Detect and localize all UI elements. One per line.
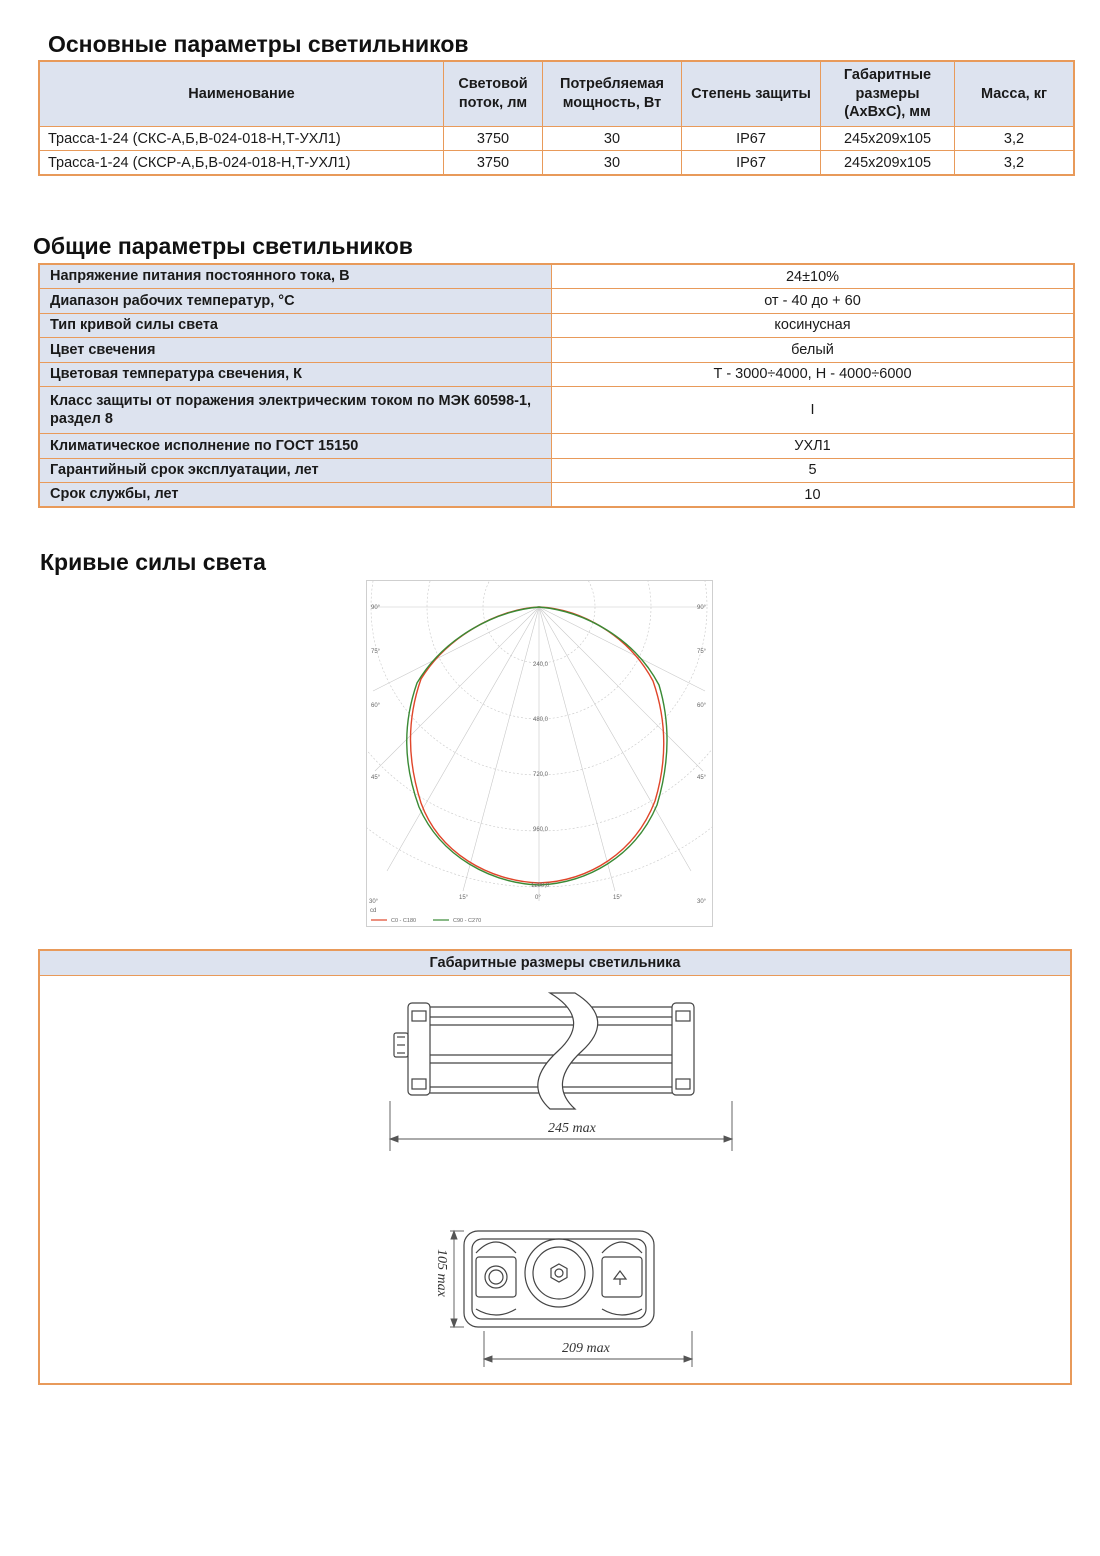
- param-value: белый: [552, 338, 1075, 363]
- dim-width-label: 209 max: [562, 1341, 610, 1356]
- param-label: Напряжение питания постоянного тока, В: [39, 264, 552, 289]
- ring-label: 960,0: [533, 827, 549, 833]
- cell-mass: 3,2: [955, 151, 1075, 176]
- polar-diagram-svg: [367, 581, 712, 926]
- cell-power: 30: [543, 127, 682, 151]
- table-row: [39, 313, 1074, 338]
- cell-mass: 3,2: [955, 127, 1075, 151]
- legend: [371, 918, 481, 924]
- col-header-dims: Габаритные размеры (АхВхС), мм: [821, 61, 955, 127]
- angle-label: 0°: [535, 895, 541, 901]
- param-value: от - 40 до + 60: [552, 289, 1075, 314]
- polar-ring: [367, 581, 712, 887]
- param-label: Тип кривой силы света: [39, 313, 552, 338]
- section-title-light-curves: Кривые силы света: [40, 549, 266, 575]
- cell-power: 30: [543, 151, 682, 176]
- angle-label: 75°: [697, 649, 707, 655]
- angle-label: 75°: [371, 649, 381, 655]
- param-label: Климатическое исполнение по ГОСТ 15150: [39, 434, 552, 459]
- cell-ip: IP67: [682, 151, 821, 176]
- main-params-table: [38, 60, 1075, 176]
- cell-ip: IP67: [682, 127, 821, 151]
- angle-label: 60°: [697, 703, 707, 709]
- col-header-power: Потребляемая мощность, Вт: [543, 61, 682, 127]
- break-mark: [538, 993, 598, 1109]
- table-row: [39, 434, 1074, 459]
- param-value: 10: [552, 483, 1075, 508]
- param-label: Класс защиты от поражения электрическим током по МЭК 60598-1, раздел 8: [39, 387, 552, 434]
- polar-diagram: [366, 580, 713, 927]
- angle-label: 90°: [371, 605, 381, 611]
- param-label: Цветовая температура свечения, К: [39, 362, 552, 387]
- col-header-ip: Степень защиты: [682, 61, 821, 127]
- param-label: Цвет свечения: [39, 338, 552, 363]
- table-row: [39, 338, 1074, 363]
- legend-label: C90 - C270: [453, 918, 482, 924]
- cell-flux: 3750: [444, 127, 543, 151]
- cell-name: Трасса-1-24 (СКСР-А,Б,В-024-018-Н,Т-УХЛ1): [39, 151, 444, 176]
- legend-label: C0 - C180: [391, 918, 417, 924]
- ring-label: 720,0: [533, 772, 549, 778]
- section-title-main-params: Основные параметры светильников: [48, 31, 469, 57]
- angle-label: 90°: [697, 605, 707, 611]
- unit-label: cd: [370, 908, 377, 914]
- cell-flux: 3750: [444, 151, 543, 176]
- side-view-drawing: [380, 991, 750, 1166]
- angle-label: 15°: [613, 895, 623, 901]
- col-header-flux: Световой поток, лм: [444, 61, 543, 127]
- angle-label: 15°: [459, 895, 469, 901]
- angle-label: 60°: [371, 703, 381, 709]
- table-header-row: [39, 61, 1074, 127]
- param-value: косинусная: [552, 313, 1075, 338]
- table-row: [39, 264, 1074, 289]
- curve-c0-c180: [411, 607, 664, 883]
- param-value: 24±10%: [552, 264, 1075, 289]
- table-row: [39, 387, 1074, 434]
- dimensions-header: Габаритные размеры светильника: [40, 951, 1070, 976]
- col-header-name: Наименование: [39, 61, 444, 127]
- param-value: I: [552, 387, 1075, 434]
- param-value: 5: [552, 458, 1075, 483]
- col-header-mass: Масса, кг: [955, 61, 1075, 127]
- table-row: [39, 362, 1074, 387]
- param-value: УХЛ1: [552, 434, 1075, 459]
- param-label: Гарантийный срок эксплуатации, лет: [39, 458, 552, 483]
- front-view-drawing: [410, 1219, 710, 1379]
- ring-label: 1200,0: [531, 883, 550, 889]
- table-row: [39, 483, 1074, 508]
- angle-label: 45°: [371, 775, 381, 781]
- param-label: Срок службы, лет: [39, 483, 552, 508]
- table-row: [39, 289, 1074, 314]
- dim-height-label: 105 max: [434, 1249, 449, 1297]
- table-row: [39, 151, 1074, 176]
- dimensions-panel: [38, 949, 1072, 1385]
- cell-name: Трасса-1-24 (СКС-А,Б,В-024-018-Н,Т-УХЛ1): [39, 127, 444, 151]
- ring-label: 480,0: [533, 717, 549, 723]
- general-params-table: [38, 263, 1075, 508]
- ring-label: 240,0: [533, 662, 549, 668]
- angle-label: 45°: [697, 775, 707, 781]
- angle-label: 30°: [697, 899, 707, 905]
- cell-dims: 245х209х105: [821, 151, 955, 176]
- cell-dims: 245х209х105: [821, 127, 955, 151]
- table-row: [39, 127, 1074, 151]
- dim-length-label: 245 max: [548, 1121, 596, 1136]
- param-value: Т - 3000÷4000, Н - 4000÷6000: [552, 362, 1075, 387]
- section-title-general-params: Общие параметры светильников: [33, 233, 413, 259]
- table-row: [39, 458, 1074, 483]
- polar-radials: [373, 607, 705, 901]
- param-label: Диапазон рабочих температур, °С: [39, 289, 552, 314]
- angle-label: 30°: [369, 899, 379, 905]
